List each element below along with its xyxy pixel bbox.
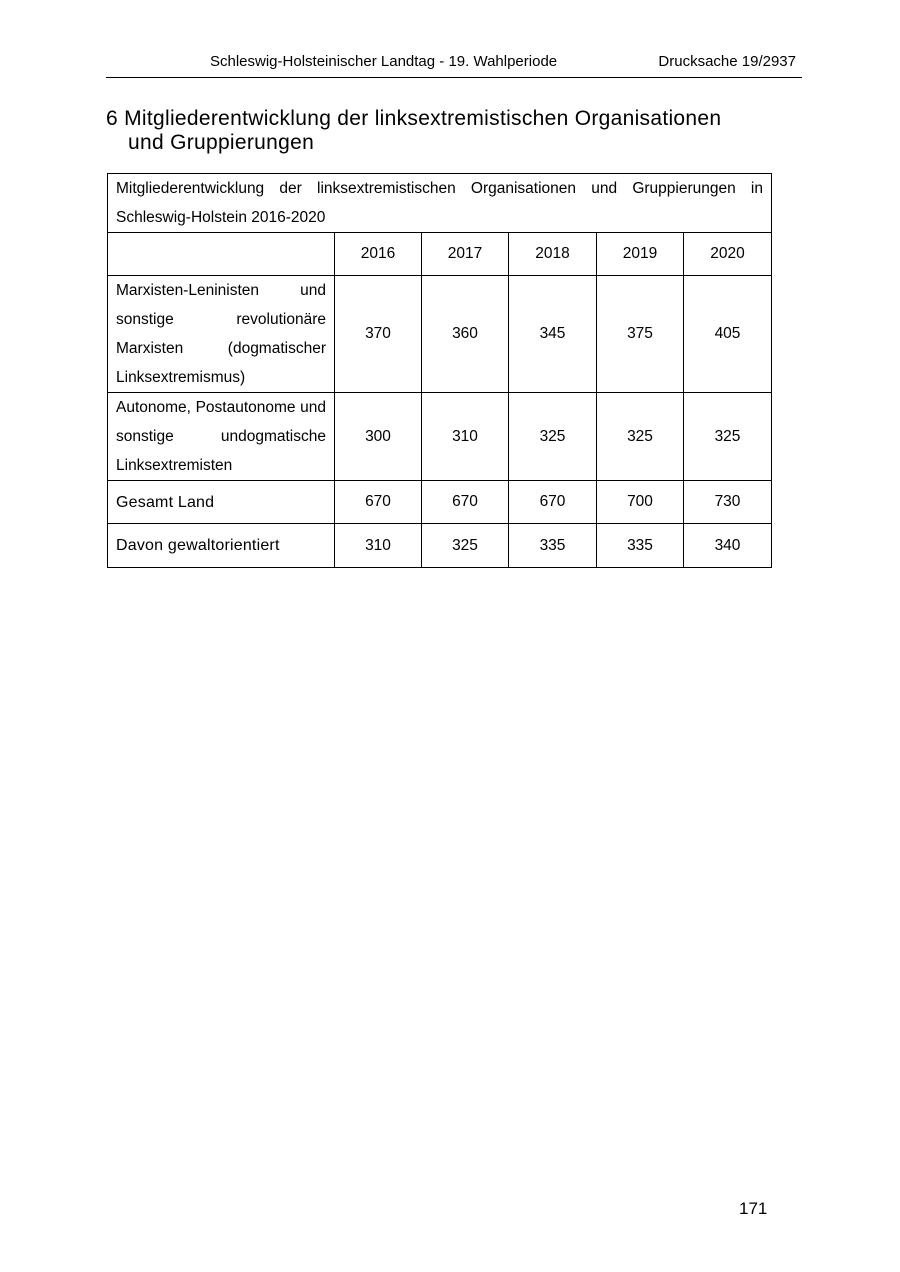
section-heading-line-1: 6 Mitgliederentwicklung der linksextremistischen Organisationen (106, 107, 722, 130)
empty-header-cell (108, 233, 335, 276)
table-cell: 405 (684, 276, 772, 393)
table-cell: 340 (684, 524, 772, 568)
section-heading (106, 107, 786, 155)
table-cell: 360 (422, 276, 509, 393)
table-cell: 300 (335, 393, 422, 481)
document-number: Drucksache 19/2937 (658, 53, 796, 70)
table-cell: 370 (335, 276, 422, 393)
table-cell: 325 (422, 524, 509, 568)
header-title: Schleswig-Holsteinischer Landtag - 19. Wahlperiode (210, 53, 558, 70)
table-row (108, 276, 772, 393)
page-header (106, 52, 802, 78)
table-cell: 730 (684, 481, 772, 524)
table-row (108, 481, 772, 524)
year-header: 2020 (684, 233, 772, 276)
row-label: Marxisten-Leninisten und sonstige revolutionäre Marxisten (dogmatischer Linksextremismus) (108, 276, 335, 393)
table-cell: 670 (422, 481, 509, 524)
table-cell: 670 (335, 481, 422, 524)
table-cell: 310 (422, 393, 509, 481)
year-header: 2017 (422, 233, 509, 276)
table-row (108, 524, 772, 568)
table-cell: 310 (335, 524, 422, 568)
membership-table (107, 173, 772, 568)
table-cell: 670 (509, 481, 597, 524)
row-label: Gesamt Land (108, 481, 335, 524)
table-cell: 325 (597, 393, 684, 481)
table-cell: 335 (597, 524, 684, 568)
table-caption-row (108, 174, 772, 233)
year-header-row (108, 233, 772, 276)
table-cell: 345 (509, 276, 597, 393)
table-cell: 335 (509, 524, 597, 568)
year-header: 2016 (335, 233, 422, 276)
year-header: 2018 (509, 233, 597, 276)
table-row (108, 393, 772, 481)
table-cell: 375 (597, 276, 684, 393)
table-cell: 700 (597, 481, 684, 524)
table-caption: Mitgliederentwicklung der linksextremistischen Organisationen und Gruppierungen in Schleswig-Holstein 2016-2020 (108, 174, 772, 233)
page-number: 171 (739, 1199, 768, 1218)
row-label: Davon gewaltorientiert (108, 524, 335, 568)
section-heading-line-2: und Gruppierungen (128, 131, 315, 154)
year-header: 2019 (597, 233, 684, 276)
table-cell: 325 (509, 393, 597, 481)
table-cell: 325 (684, 393, 772, 481)
row-label: Autonome, Postautonome und sonstige undogmatische Linksextremisten (108, 393, 335, 481)
